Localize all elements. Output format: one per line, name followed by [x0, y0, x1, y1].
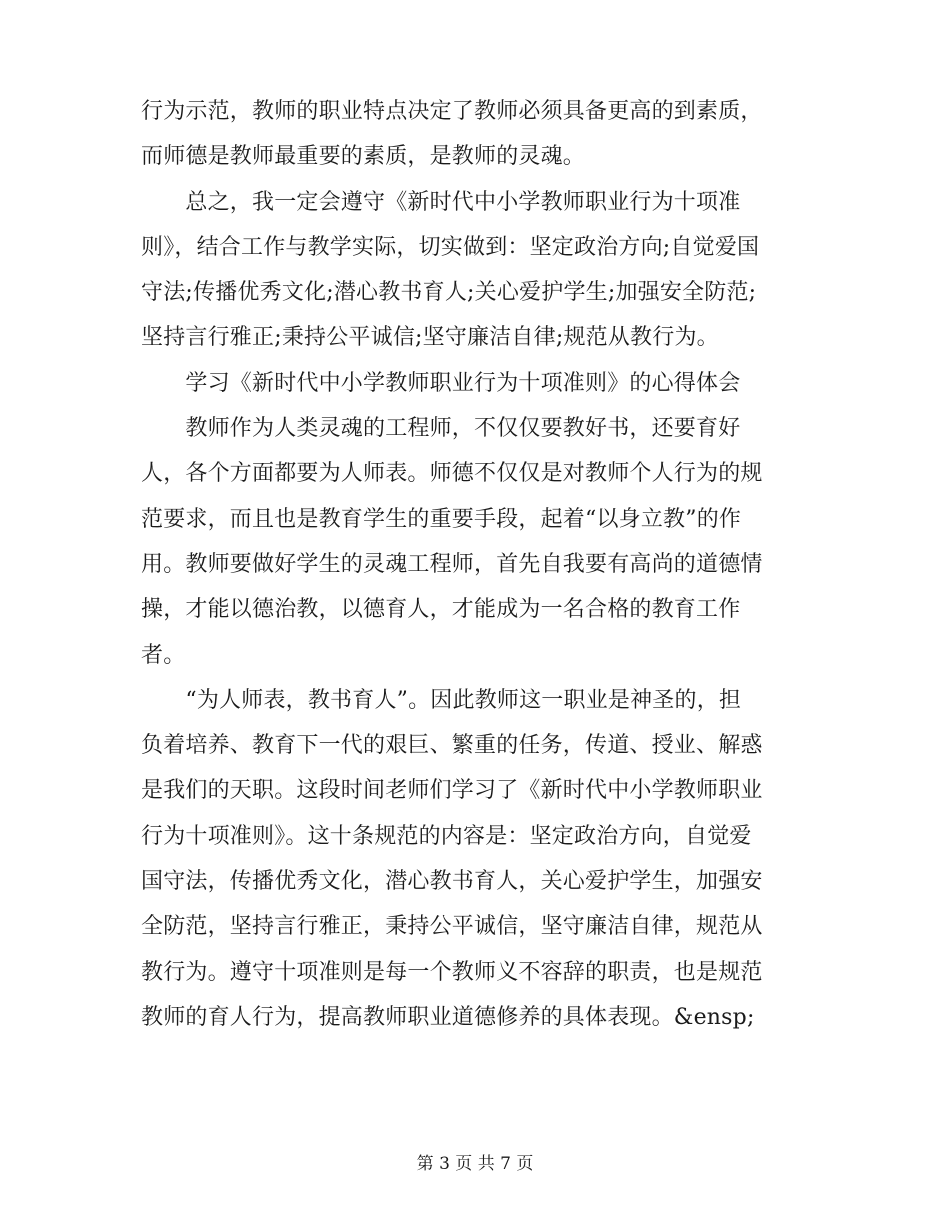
text-line: 守法;传播优秀文化;潜心教书育人;关心爱护学生;加强安全防范;: [141, 280, 757, 306]
text-line: 教师作为人类灵魂的工程师，不仅仅要教好书，还要育好: [141, 416, 741, 442]
text-line: 范要求，而且也是教育学生的重要手段，起着“以身立教”的作: [141, 506, 742, 532]
text-line: 总之，我一定会遵守《新时代中小学教师职业行为十项准: [141, 189, 741, 215]
text-line: 负着培养、教育下一代的艰巨、繁重的任务，传道、授业、解惑: [141, 733, 763, 759]
text-line: 是我们的天职。这段时间老师们学习了《新时代中小学教师职业: [141, 778, 763, 804]
text-line: 者。: [141, 642, 186, 668]
page-number-footer: 第 3 页 共 7 页: [416, 1154, 534, 1174]
text-line: 教师的育人行为，提高教师职业道德修养的具体表现。&ensp;: [141, 1004, 755, 1030]
text-line: 国守法，传播优秀文化，潜心教书育人，关心爱护学生，加强安: [141, 869, 763, 895]
text-line: 而师德是教师最重要的素质，是教师的灵魂。: [141, 144, 586, 170]
text-line: 教行为。遵守十项准则是每一个教师义不容辞的职责，也是规范: [141, 959, 763, 985]
text-line: 行为十项准则》。这十条规范的内容是：坚定政治方向，自觉爱: [141, 823, 752, 849]
text-line: 全防范，坚持言行雅正，秉持公平诚信，坚守廉洁自律，规范从: [141, 914, 763, 940]
text-line: 则》，结合工作与教学实际，切实做到：坚定政治方向;自觉爱国: [141, 234, 760, 260]
text-line: 用。教师要做好学生的灵魂工程师，首先自我要有高尚的道德情: [141, 551, 763, 577]
text-line: 行为示范，教师的职业特点决定了教师必须具备更高的到素质，: [141, 99, 763, 124]
section-title-line: 学习《新时代中小学教师职业行为十项准则》的心得体会: [141, 370, 741, 396]
text-line: “为人师表，教书育人”。因此教师这一职业是神圣的，担: [141, 687, 742, 713]
text-line: 人，各个方面都要为人师表。师德不仅仅是对教师个人行为的规: [141, 461, 763, 487]
text-line: 操，才能以德治教，以德育人，才能成为一名合格的教育工作: [141, 597, 741, 623]
document-body: [141, 97, 811, 1048]
text-line: 坚持言行雅正;秉持公平诚信;坚守廉洁自律;规范从教行为。: [141, 325, 719, 351]
